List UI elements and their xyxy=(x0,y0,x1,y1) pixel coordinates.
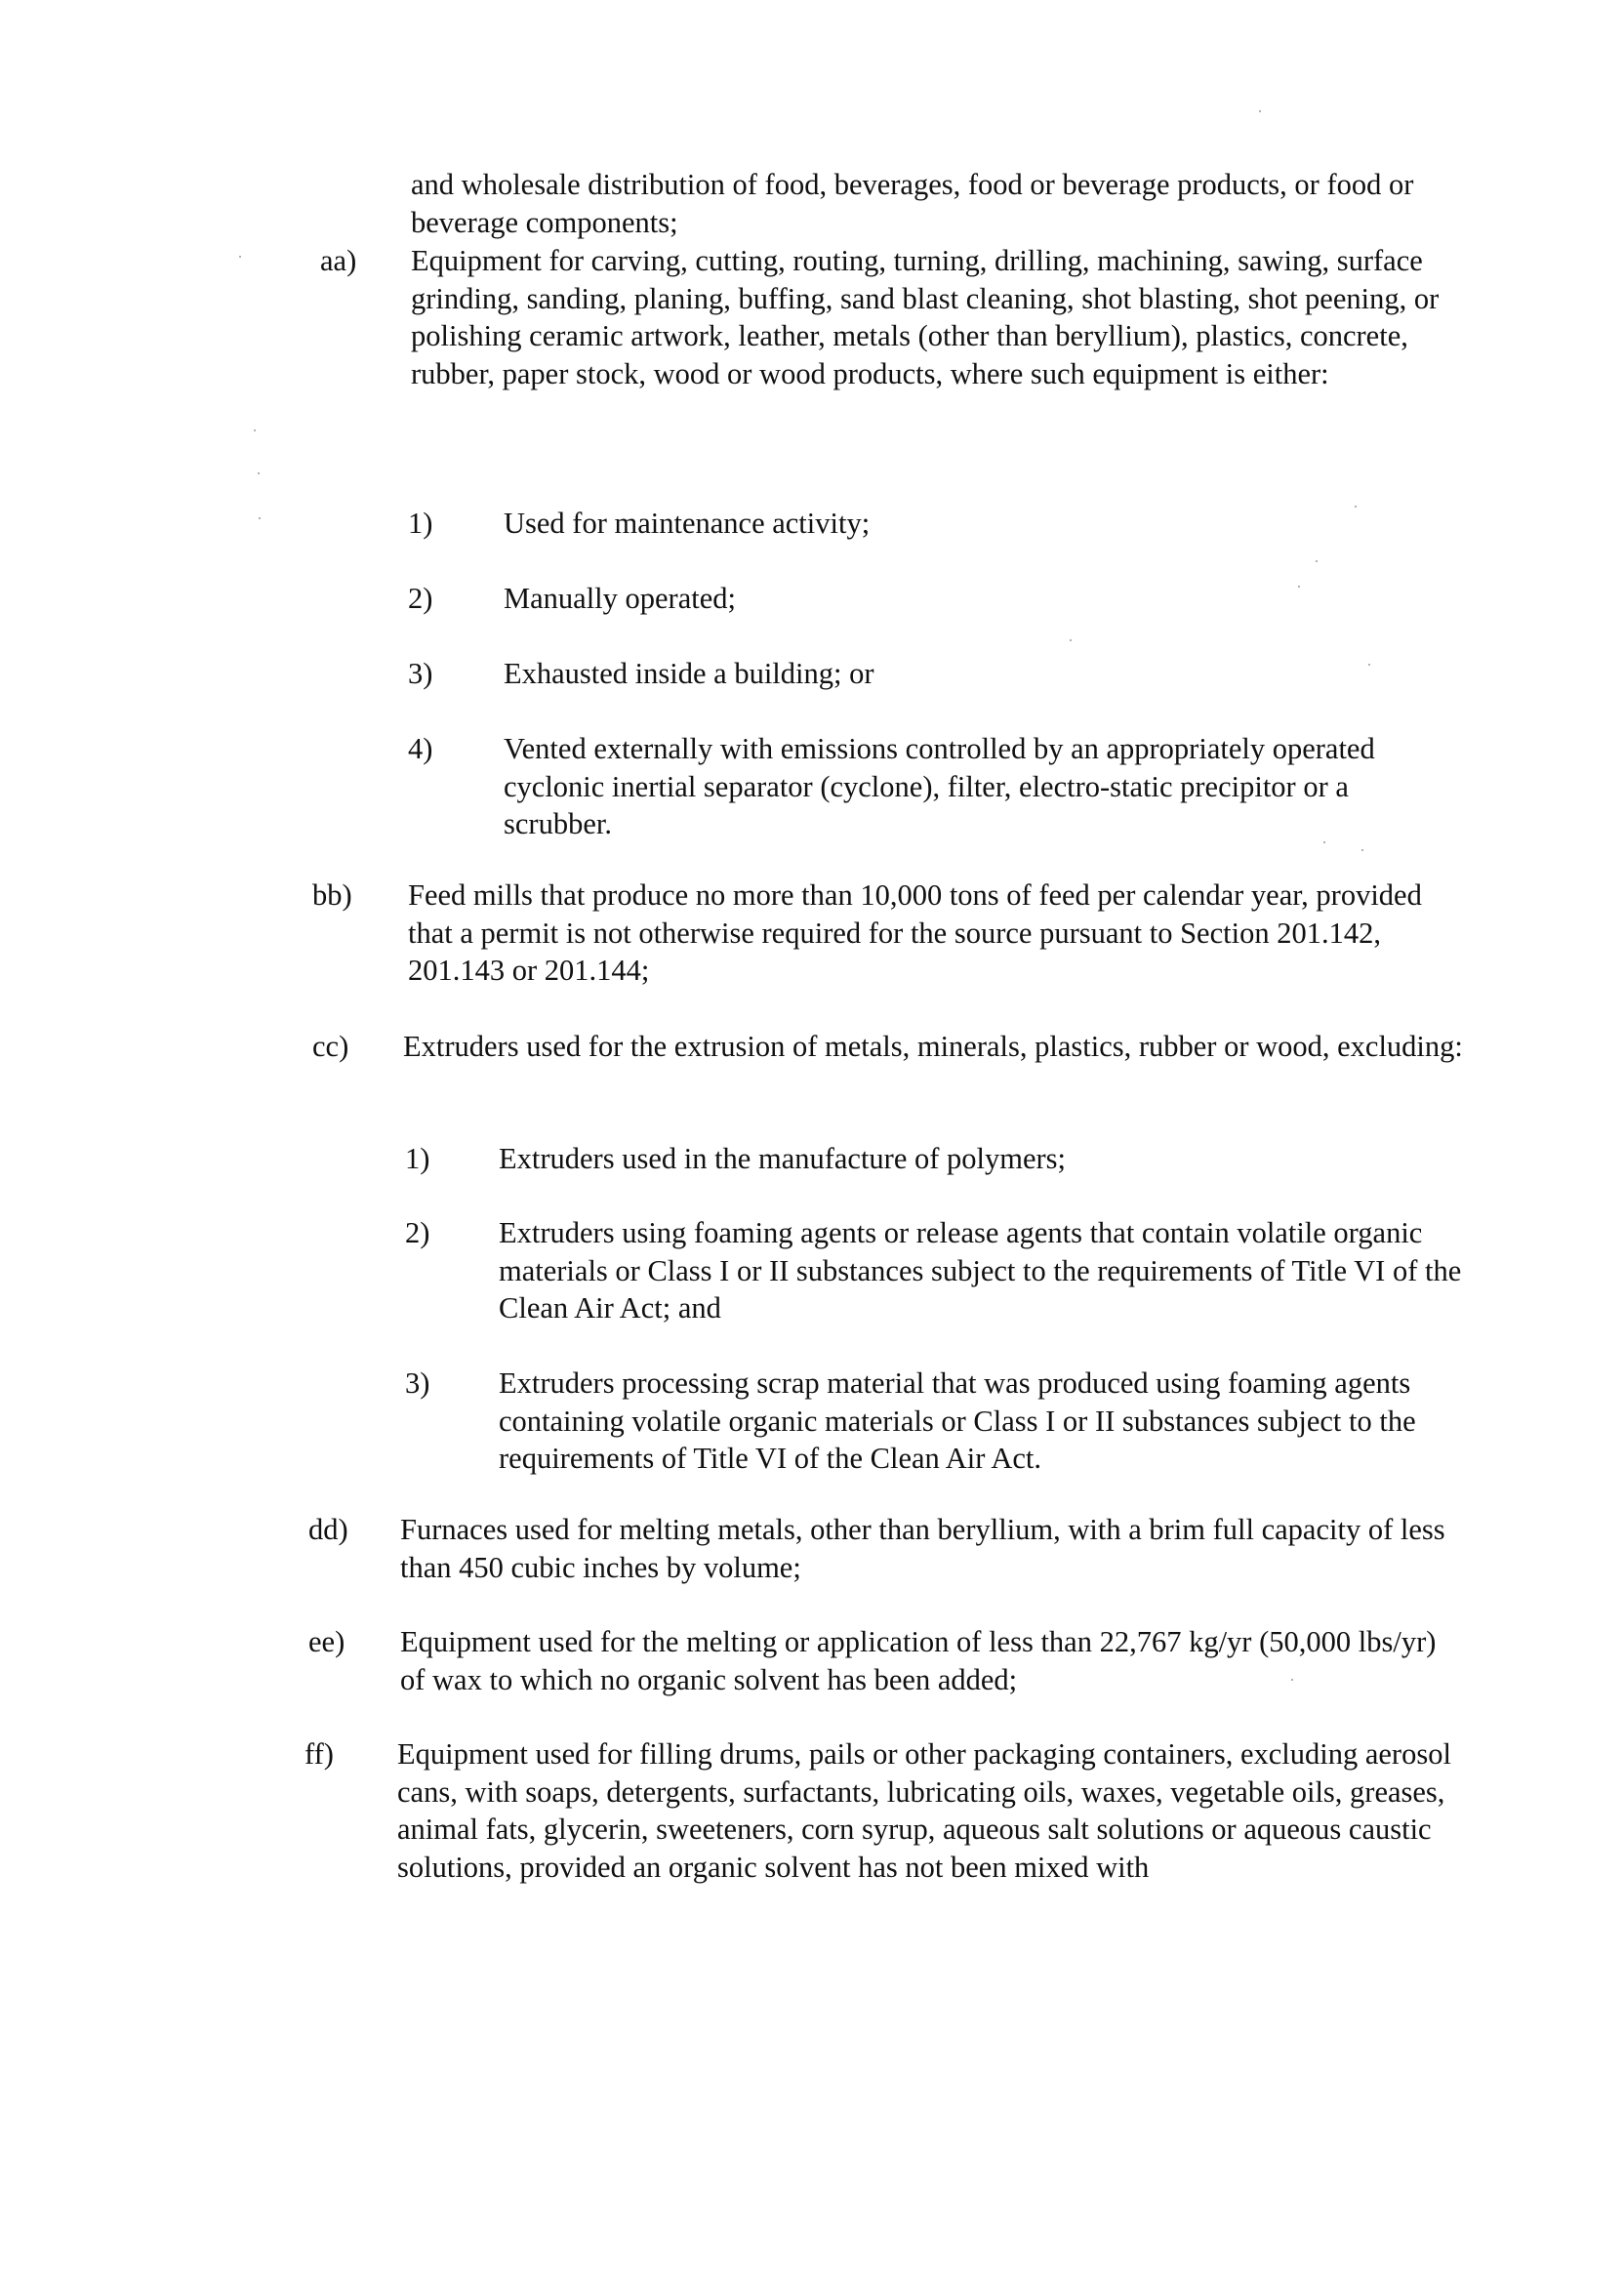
subitem-text-aa-3: Exhausted inside a building; or xyxy=(504,657,874,690)
item-text-ee: Equipment used for the melting or application of less than 22,767 kg/yr (50,000 lbs/yr) of wax to which no organic solvent has been added; xyxy=(400,1625,1437,1696)
speck xyxy=(1316,560,1318,562)
item-label-ff: ff) xyxy=(304,1737,334,1771)
item-text-aa: Equipment for carving, cutting, routing, turning, drilling, machining, sawing, surface grinding, sanding, planing, buffing, sand blast cleaning, shot blasting, shot peening, or polishing ceramic artwork, leather, metals (other than beryllium), plastics, concrete, rubber, paper stock, wood or wood products, where such equipment is either: xyxy=(411,244,1440,390)
item-label-bb: bb) xyxy=(312,878,352,912)
speck xyxy=(239,256,241,258)
item-text-ff: Equipment used for filling drums, pails or other packaging containers, excluding aerosol cans, with soaps, detergents, surfactants, lubricating oils, waxes, vegetable oils, greases, animal fats, glycerin, sweeteners, corn syrup, aqueous salt solutions or aqueous caustic solutions, provided an organic solvent has not been mixed with xyxy=(397,1737,1451,1884)
subitem-text-aa-2: Manually operated; xyxy=(504,582,736,615)
speck xyxy=(1070,639,1072,641)
speck xyxy=(1298,586,1300,588)
subitem-label-cc-1: 1) xyxy=(405,1142,430,1175)
subitem-label-aa-1: 1) xyxy=(408,507,433,540)
item-text-dd: Furnaces used for melting metals, other than beryllium, with a brim full capacity of less than 450 cubic inches by volume; xyxy=(400,1513,1445,1584)
speck xyxy=(1323,841,1325,843)
subitem-label-aa-2: 2) xyxy=(408,582,433,615)
speck xyxy=(1361,849,1363,851)
item-label-aa: aa) xyxy=(320,244,357,277)
subitem-text-cc-1: Extruders used in the manufacture of polymers; xyxy=(499,1142,1067,1175)
subitem-text-cc-2: Extruders using foaming agents or release agents that contain volatile organic materials or Class I or II substances subject to the requirements of Title VI of the Clean Air Act; and xyxy=(499,1216,1462,1324)
subitem-text-aa-1: Used for maintenance activity; xyxy=(504,507,871,540)
speck xyxy=(1291,1679,1293,1681)
continuation-paragraph: and wholesale distribution of food, beverages, food or beverage products, or food or beverage components; xyxy=(411,168,1414,239)
item-label-cc: cc) xyxy=(312,1030,349,1063)
item-label-dd: dd) xyxy=(308,1513,348,1546)
subitem-label-cc-2: 2) xyxy=(405,1216,430,1249)
speck xyxy=(1355,506,1357,508)
item-label-ee: ee) xyxy=(308,1625,345,1658)
speck xyxy=(1259,110,1261,112)
subitem-label-cc-3: 3) xyxy=(405,1366,430,1400)
subitem-label-aa-4: 4) xyxy=(408,732,433,765)
speck xyxy=(1368,664,1370,666)
speck xyxy=(258,472,260,474)
speck xyxy=(254,429,256,431)
speck xyxy=(259,517,261,519)
subitem-text-cc-3: Extruders processing scrap material that was produced using foaming agents containing volatile organic materials or Class I or II substances subject to the requirements of Title VI of the Clean Air Act. xyxy=(499,1366,1416,1475)
subitem-text-aa-4: Vented externally with emissions controlled by an appropriately operated cyclonic inertial separator (cyclone), filter, electro-static precipitor or a scrubber. xyxy=(504,732,1375,840)
subitem-label-aa-3: 3) xyxy=(408,657,433,690)
item-text-bb: Feed mills that produce no more than 10,000 tons of feed per calendar year, provided that a permit is not otherwise required for the source pursuant to Section 201.142, 201.143 or 201.144; xyxy=(408,878,1422,987)
item-text-cc: Extruders used for the extrusion of metals, minerals, plastics, rubber or wood, excluding: xyxy=(403,1030,1463,1063)
